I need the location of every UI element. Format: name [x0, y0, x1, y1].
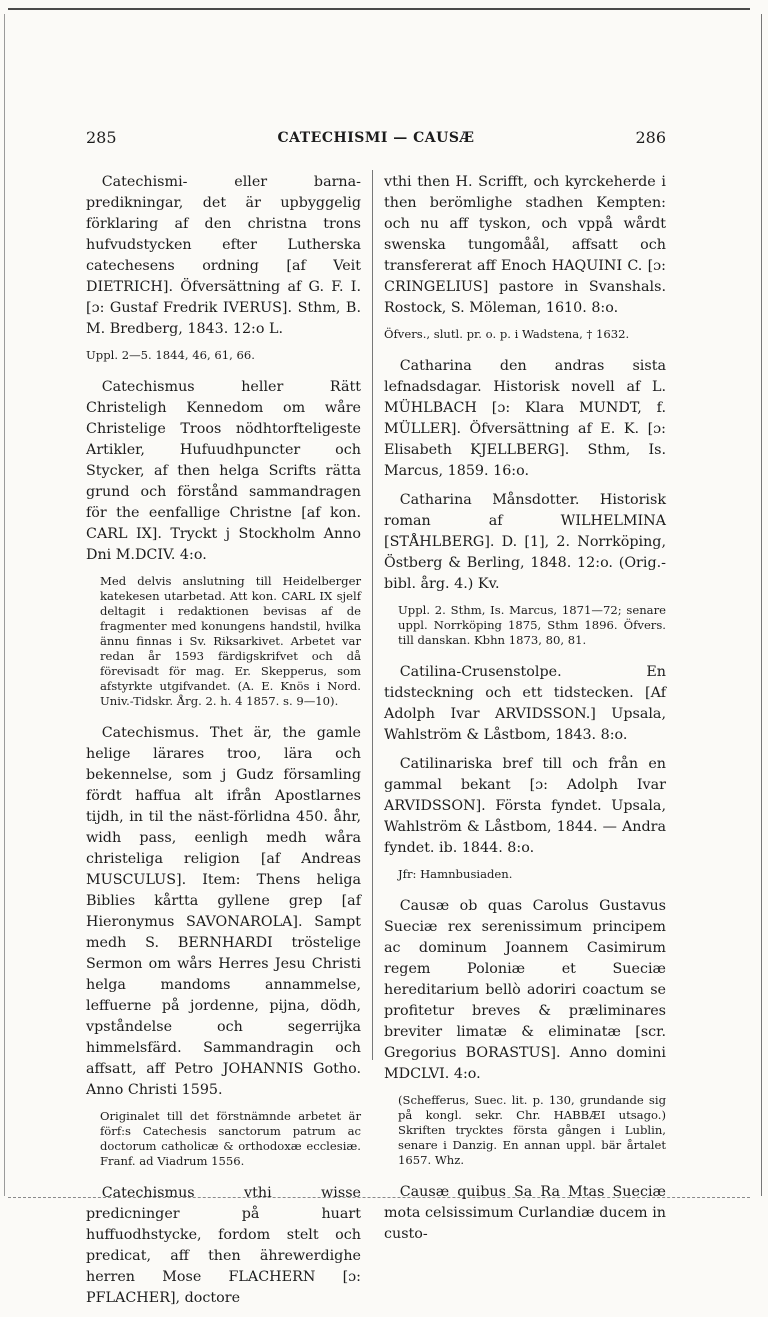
- entry-note: Uppl. 2—5. 1844, 46, 61, 66.: [86, 348, 255, 362]
- left-column: [86, 172, 361, 1317]
- catalog-entry: Catechismi- eller barna-predikningar, det är upbyggelig förklaring af den christna trons hufvudstycken efter Lutherska catechesens ordning [af Veit DIETRICH]. Öfversättning af G. F. I. [ɔ: Gustaf Fredrik IVERUS]. Sthm, B. M. Bredberg, 1843. 12:o L.: [86, 174, 361, 337]
- column-divider: [372, 170, 373, 1060]
- right-column: [384, 172, 666, 1253]
- running-title: CATECHISMI — CAUSÆ: [277, 130, 475, 146]
- catalog-entry: Catechismus vthi wisse predicninger på huart huffuodhstycke, fordom stelt och predicat, aff then ährewerdighe herren Mose FLACHERN [ɔ: PFLACHER], doctore: [86, 1185, 361, 1306]
- entry-note: Öfvers., slutl. pr. o. p. i Wadstena, † 1632.: [384, 327, 630, 341]
- catalog-entry: Catechismus heller Rätt Christeligh Kennedom om wåre Christelige Troos nödhtorfteligeste Artikler, Hufuudhpuncter och Stycker, af then helga Scrifts rätta grund och förstånd sammandragen för the eenfallige Christne [af kon. CARL IX]. Tryckt j Stockholm Anno Dni M.DCIV. 4:o.: [86, 379, 361, 563]
- entry-note: Jfr: Hamnbusiaden.: [398, 867, 513, 881]
- page-number-left: 285: [86, 128, 117, 147]
- catalog-entry-continued: vthi then H. Scrifft, och kyrckeherde i then berömlighe stadhen Kempten: och nu aff tyskon, och vppå wårdt swenska tungomåål, affsatt och transfererat aff Enoch HAQUINI C. [ɔ: CRINGELIUS] pastore in Svanshals. Rostock, S. Möleman, 1610. 8:o.: [384, 174, 666, 316]
- entry-note: Originalet till det förstnämnde arbetet är förf:s Catechesis sanctorum patrum ac doctorum catholicæ & orthodoxæ ecclesiæ. Franf. ad Viadrum 1556.: [100, 1109, 361, 1168]
- entry-note: Uppl. 2. Sthm, Is. Marcus, 1871—72; senare uppl. Norrköping 1875, Sthm 1896. Öfvers. till danskan. Kbhn 1873, 80, 81.: [398, 603, 666, 647]
- page-header: [86, 128, 666, 152]
- catalog-entry: Catechismus. Thet är, the gamle helige lärares troo, lära och bekennelse, som j Gudz församling fördt haffua alt ifrån Apostlarnes tijdh, in til the näst-förlidna 450. åhr, widh pass, eenligh medh wåra christeliga religion [af Andreas MUSCULUS]. Item: Thens heliga Biblies kårtta gyllene grep [af Hieronymus SAVONAROLA]. Sampt medh S. BERNHARDI tröstelige Sermon om wårs Herres Jesu Christi helga mandoms annammelse, leffuerne på jordenne, pijna, dödh, vpståndelse och segerrijka himmelsfärd. Sammandragin och affsatt, aff Petro JOHANNIS Gotho. Anno Christi 1595.: [86, 725, 361, 1098]
- page-number-right: 286: [635, 128, 666, 147]
- entry-note: Med delvis anslutning till Heidelberger katekesen utarbetad. Att kon. CARL IX sjelf deltagit i redaktionen bevisas af de fragmenter med konungens handstil, hvilka ännu finnas i Sv. Riksarkivet. Arbetet var redan år 1593 färdigskrifvet och då förevisadt för mag. Er. Skepperus, som afstyrkte utgifvandet. (A. E. Knös i Nord. Univ.-Tidskr. Årg. 2. h. 4 1857. s. 9—10).: [100, 574, 361, 708]
- right-page-edge: [761, 14, 762, 1196]
- top-border-line: [8, 8, 750, 10]
- left-page-edge: [4, 14, 5, 1196]
- catalog-entry: Catharina den andras sista lefnadsdagar. Historisk novell af L. MÜHLBACH [ɔ: Klara MUNDT, f. MÜLLER]. Öfversättning af E. K. [ɔ: Elisabeth KJELLBERG]. Sthm, Is. Marcus, 1859. 16:o.: [384, 358, 666, 479]
- catalog-entry: Causæ ob quas Carolus Gustavus Sueciæ rex serenissimum principem ac dominum Joannem Casimirum regem Poloniæ et Sueciæ hereditarium bellò adoriri coactum se profitetur breves & præliminares breviter limatæ & eliminatæ [scr. Gregorius BORASTUS]. Anno domini MDCLVI. 4:o.: [384, 898, 666, 1082]
- entry-note: (Schefferus, Suec. lit. p. 130, grundande sig på kongl. sekr. Chr. HABBÆI utsago.) Skriften trycktes första gången i Lublin, senare i Danzig. En annan uppl. bär årtalet 1657. Whz.: [398, 1093, 666, 1167]
- catalog-entry: Catharina Månsdotter. Historisk roman af WILHELMINA [STÅHLBERG]. D. [1], 2. Norrköping, Östberg & Berling, 1848. 12:o. (Orig.-bibl. årg. 4.) Kv.: [384, 492, 666, 592]
- catalog-entry: Catilina-Crusenstolpe. En tidsteckning och ett tidstecken. [Af Adolph Ivar ARVIDSSON.] Upsala, Wahlström & Låstbom, 1843. 8:o.: [384, 664, 666, 743]
- catalog-entry: Causæ quibus Sa Ra Mtas Sueciæ mota celsissimum Curlandiæ ducem in custo-: [384, 1184, 666, 1242]
- catalog-entry: Catilinariska bref till och från en gammal bekant [ɔ: Adolph Ivar ARVIDSSON]. Första fyndet. Upsala, Wahlström & Låstbom, 1844. — Andra fyndet. ib. 1844. 8:o.: [384, 756, 666, 856]
